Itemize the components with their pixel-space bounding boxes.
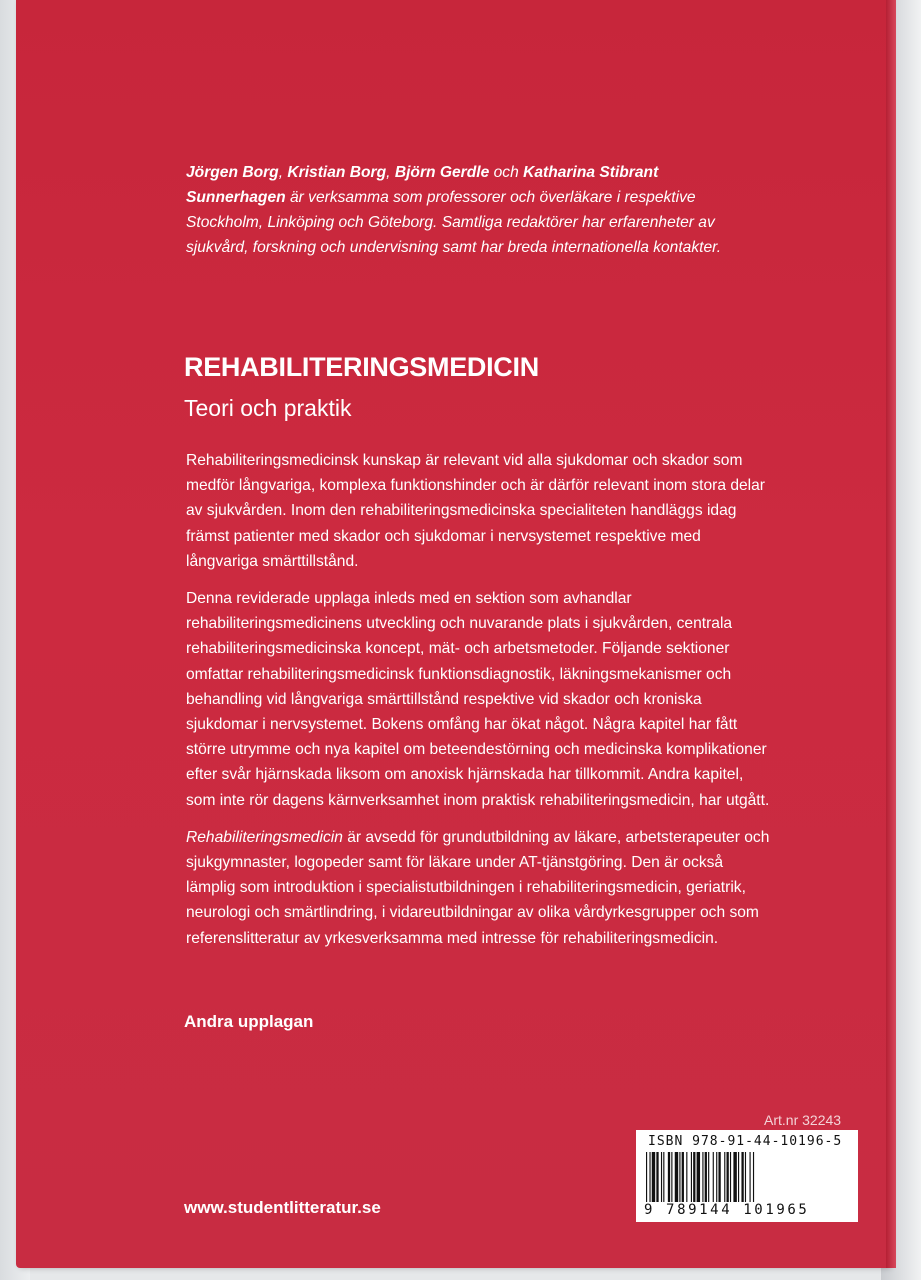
book-title-italic: Rehabiliteringsmedicin <box>186 828 343 846</box>
barcode-bar <box>693 1152 695 1202</box>
description-paragraph-3 <box>186 825 776 951</box>
barcode-bar <box>663 1152 664 1202</box>
barcode-bar <box>718 1152 720 1202</box>
barcode-digits: 9 789144 101965 <box>644 1202 810 1218</box>
book-title: REHABILITERINGSMEDICIN <box>184 352 539 382</box>
barcode-bar <box>708 1152 709 1202</box>
edition-label: Andra upplagan <box>184 1012 314 1031</box>
book-subtitle: Teori och praktik <box>184 395 352 421</box>
barcode-bar <box>671 1152 672 1202</box>
separator: och <box>489 164 524 181</box>
barcode-bar <box>679 1152 680 1202</box>
barcode-bar <box>724 1152 725 1202</box>
isbn-number: ISBN 978-91-44-10196-5 <box>648 1134 843 1149</box>
barcode-bar <box>686 1152 687 1202</box>
author-name: Jörgen Borg <box>186 164 279 181</box>
barcode-bar <box>727 1152 729 1202</box>
description-paragraph-1: Rehabiliteringsmedicinsk kunskap är relevant vid alla sjukdomar och skador som medför långvariga, komplexa funktionshinder och är därför relevant inom stora delar av sjukvården. Inom den rehabiliteringsmedicinska specialiteten handläggs idag främst patienter med skador och sjukdomar i nervsystemet respektive med långvariga smärttillstånd. <box>186 452 766 570</box>
barcode-bar <box>745 1152 746 1202</box>
barcode-bar <box>705 1152 707 1202</box>
bio-text: är verksamma som professorer och överläkare i respektive Stockholm, Linköping och Göteborg. Samtliga redaktörer har erfarenheter av sjukvård, forskning och undervisning samt har breda internationella kontakter. <box>186 189 722 256</box>
barcode-bar <box>716 1152 717 1202</box>
barcode-bar <box>661 1152 662 1202</box>
barcode-bar <box>713 1152 714 1202</box>
barcode-bar <box>730 1152 731 1202</box>
publisher-website: www.studentlitteratur.se <box>184 1198 381 1217</box>
isbn-barcode <box>636 1130 858 1222</box>
description-paragraph-2: Denna reviderade upplaga inleds med en sektion som avhandlar rehabiliteringsmedicinens utveckling och nuvarande plats i sjukvården, centrala rehabiliteringsmedicinska koncept, mät- och arbetsmetoder. Följande sektioner omfattar rehabiliteringsmedicinsk funktionsdiagnostik, läkningsmekanismer och behandling vid långvariga smärttillstånd respektive vid skador och kroniska sjukdomar i nervsystemet. Bokens omfång har ökat något. Några kapitel har fått större utrymme och nya kapitel om beteendestörning och medicinska komplikationer efter svår hjärnskada liksom om anoxisk hjärnskada har tillkommit. Andra kapitel, som inte rör dagens kärnverksamhet inom praktisk rehabiliteringsmedicin, har utgått. <box>186 590 770 809</box>
paragraph-text: är avsedd för grundutbildning av läkare, arbetsterapeuter och sjukgymnaster, logopeder samt för läkare under AT-tjänstgöring. Den är också lämplig som introduktion i specialistutbildningen i rehabiliteringsmedicin, geriatrik, neurologi och smärtlindring, i vidareutbildningar av olika vårdyrkesgrupper och som referenslitteratur av yrkesverksamma med intresse för rehabiliteringsmedicin. <box>186 828 770 947</box>
book-description <box>186 448 776 963</box>
barcode-bar <box>646 1152 647 1202</box>
barcode-icon <box>646 1152 850 1202</box>
barcode-bar <box>649 1152 650 1202</box>
barcode-bar <box>702 1152 703 1202</box>
book-back-cover <box>16 0 888 1268</box>
barcode-bar <box>741 1152 743 1202</box>
barcode-bar <box>675 1152 678 1202</box>
barcode-bar <box>733 1152 736 1202</box>
barcode-bar <box>750 1152 751 1202</box>
barcode-bar <box>753 1152 754 1202</box>
author-name: Björn Gerdle <box>394 164 490 181</box>
separator: , <box>386 164 395 181</box>
barcode-bar <box>738 1152 739 1202</box>
author-name: Kristian Borg <box>287 164 387 181</box>
barcode-bar <box>691 1152 692 1202</box>
barcode-bar <box>668 1152 670 1202</box>
barcode-bar <box>656 1152 658 1202</box>
author-name: Katharina Stibrant Sunnerhagen <box>186 164 659 206</box>
editors-bio <box>186 160 746 260</box>
separator: , <box>278 164 288 181</box>
barcode-bar <box>697 1152 700 1202</box>
barcode-bar <box>682 1152 684 1202</box>
article-number: Art.nr 32243 <box>764 1112 842 1128</box>
barcode-bar <box>652 1152 655 1202</box>
